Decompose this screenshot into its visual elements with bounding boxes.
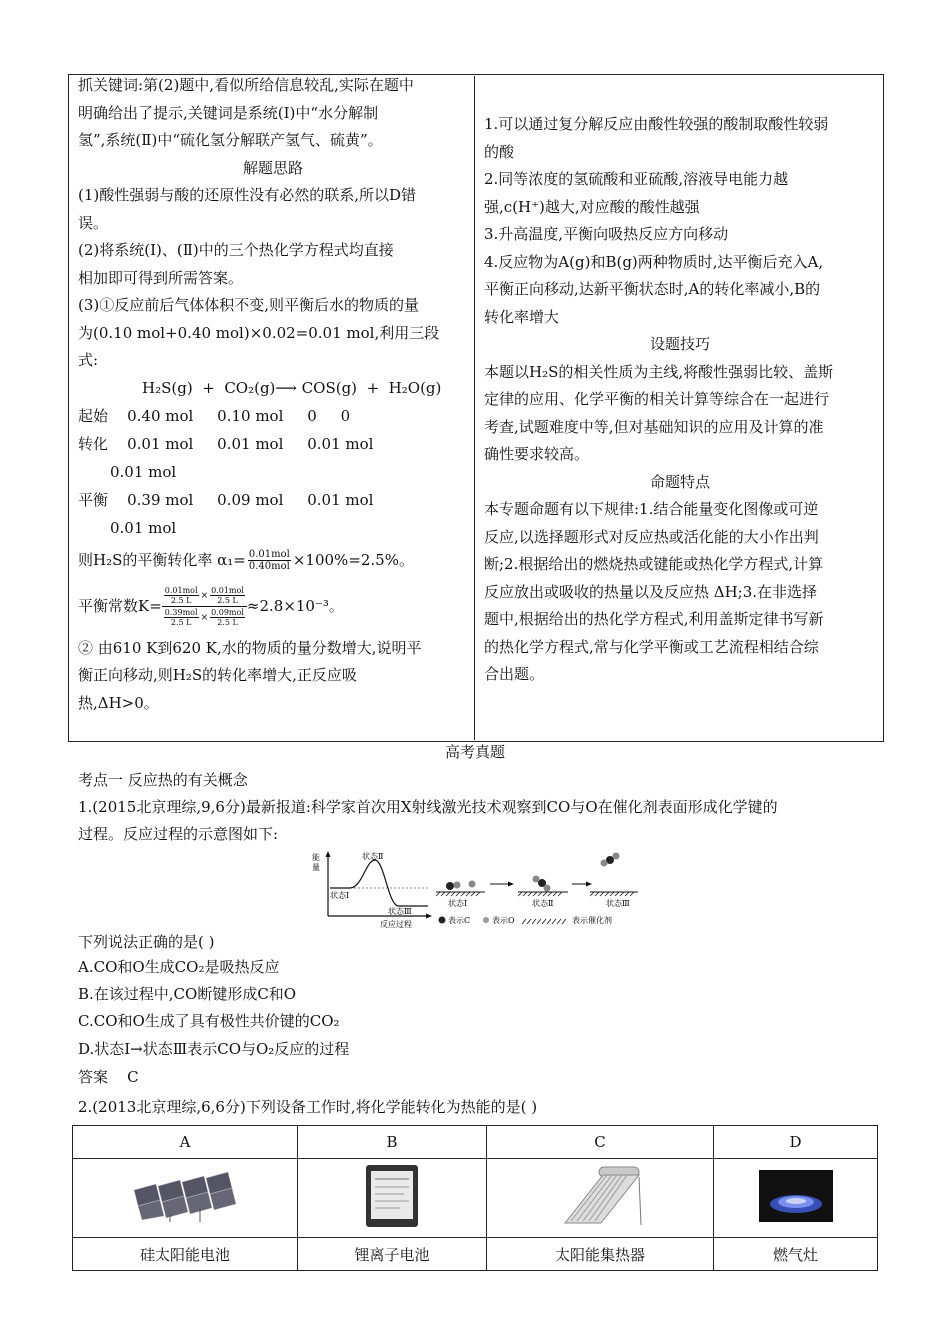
feature-line: 反应,以选择题形式对反应热或活化能的大小作出判: [484, 527, 819, 546]
conversion-suffix: ×100%=2.5%。: [292, 550, 414, 569]
solar-heater-image: [487, 1159, 714, 1238]
point-line: 转化率增大: [484, 307, 560, 326]
calc-row-change: [78, 431, 468, 459]
fraction-denominator: 0.40mol: [248, 561, 290, 572]
c-atom: [446, 882, 454, 890]
end-line: ② 由610 K到620 K,水的物质的量分数增大,说明平: [78, 638, 422, 657]
fig-x-label: 反应过程: [380, 920, 412, 929]
point-line: 平衡正向移动,达新平衡状态时,A的转化率减小,B的: [484, 280, 821, 298]
right-column: [484, 111, 876, 689]
skill-line: 考查,试题难度中等,但对基础知识的应用及计算的准: [484, 417, 824, 436]
y-label-1: 能: [312, 853, 320, 862]
text-line: 式:: [78, 351, 99, 369]
legend-o: 表示O: [492, 916, 515, 925]
point-line: 的酸: [484, 142, 515, 161]
feature-line: 断;2.根据给出的燃烧热或键能或热化学方程式,计算: [484, 555, 824, 573]
point-line: 3.升高温度,平衡向吸热反应方向移动: [484, 225, 729, 243]
device-table: [72, 1125, 878, 1271]
q1-answer: 答案 C: [78, 1068, 139, 1086]
point-line: 2.同等浓度的氢硫酸和亚硫酸,溶液导电能力越: [484, 170, 789, 188]
intro-line: 明确给出了提示,关键词是系统(Ⅰ)中“水分解制: [78, 103, 379, 122]
point-line: 4.反应物为A(g)和B(g)两种物质时,达平衡后充入A,: [484, 252, 824, 271]
intro-line: 氢”,系统(Ⅱ)中“硫化氢分解联产氢气、硫黄”。: [78, 131, 383, 149]
end-line: 衡正向移动,则H₂S的转化率增大,正反应吸: [78, 666, 357, 684]
label-c: 太阳能集热器: [487, 1238, 714, 1271]
arrowhead-1: [508, 882, 514, 887]
k-numerator: $\frac{\text{0.01mol}}{2.5 L}$ × $\frac{\text{0.01mol}}{2.5 L}$: [162, 586, 247, 607]
end-line: 热,ΔH>0。: [78, 693, 159, 712]
q1-option-c: C.CO和O生成了具有极性共价键的CO₂: [78, 1012, 340, 1030]
k-frac1-num: 0.01mol: [164, 586, 198, 595]
q1-option-d: D.状态Ⅰ→状态Ⅲ表示CO与O₂反应的过程: [78, 1040, 350, 1058]
li-battery-image: [298, 1159, 487, 1238]
solar-heater-icon: [555, 1163, 645, 1229]
conversion-line: [78, 543, 468, 579]
k-frac2-num: 0.39mol: [164, 608, 198, 617]
text-line: 误。: [78, 213, 109, 232]
state-illustrations: [436, 853, 638, 909]
point-line: 强,c(H⁺)越大,对应酸的酸性越强: [484, 197, 700, 216]
solar-panel-image: [73, 1159, 298, 1238]
label-a: 硅太阳能电池: [73, 1238, 298, 1271]
q1-line: 过程。反应过程的示意图如下:: [78, 825, 279, 843]
header-d: D: [714, 1126, 878, 1159]
k-frac1b-den: 2.5 L: [217, 596, 238, 605]
q1-prompt: 下列说法正确的是( ): [78, 933, 215, 951]
row-extra: 0.01 mol: [110, 518, 177, 537]
legend-c: 表示C: [448, 916, 471, 925]
x-arrow: [426, 914, 432, 919]
text-line: (1)酸性强弱与酸的还原性没有必然的联系,所以D错: [78, 186, 417, 204]
text-line: (2)将系统(Ⅰ)、(Ⅱ)中的三个热化学方程式均直接: [78, 241, 394, 259]
row-values: 0.39 mol 0.09 mol 0.01 mol: [127, 490, 374, 509]
intro-line: 抓关键词:第(2)题中,看似所给信息较乱,实际在题中: [78, 76, 414, 94]
k-denominator: $\frac{\text{0.39mol}}{2.5 L}$ × $\frac{\text{0.09mol}}{2.5 L}$: [164, 608, 244, 627]
catalyst-hatch-2: [518, 892, 562, 896]
label-d: 燃气灶: [714, 1238, 878, 1271]
gas-stove-image: [714, 1159, 878, 1238]
calc-row-eq: [78, 487, 468, 515]
section-title: 高考真题: [444, 743, 505, 761]
calc-row-start: [78, 403, 468, 431]
y-arrow: [326, 851, 331, 857]
feature-line: 合出题。: [484, 665, 545, 683]
solar-panel-icon: [130, 1170, 240, 1222]
catalyst-hatch-3: [590, 892, 634, 896]
k-frac2: [164, 608, 199, 627]
left-column: [78, 72, 468, 717]
catalyst-hatch-1: [436, 892, 480, 896]
o-atom: [544, 885, 551, 892]
heading-feature: 命题特点: [649, 472, 710, 491]
ill-state3: 状态Ⅲ: [606, 899, 630, 908]
feature-line: 的热化学方程式,常与化学平衡或工艺流程相结合综: [484, 637, 819, 656]
ill-state1: 状态Ⅰ: [448, 899, 468, 908]
text-line: 相加即可得到所需答案。: [78, 268, 244, 287]
header-c: C: [487, 1126, 714, 1159]
k-prefix: 平衡常数K=: [78, 596, 162, 615]
text-line: (3)①反应前后气体体积不变,则平衡后水的物质的量: [78, 296, 420, 314]
k-frac3-den: 2.5 L: [217, 618, 238, 627]
header-b: B: [298, 1126, 487, 1159]
feature-line: 题中,根据给出的热化学方程式,利用盖斯定律书写新: [484, 610, 824, 628]
row-values: 0.40 mol 0.10 mol 0 0: [127, 406, 351, 425]
fig-state1: 状态Ⅰ: [330, 891, 350, 900]
fraction-numerator: 0.01mol: [248, 549, 290, 560]
o-atom: [469, 881, 476, 888]
q1-line: 1.(2015北京理综,9,6分)最新报道:科学家首次用X射线激光技术观察到CO与O在催化剂表面形成化学键的: [78, 798, 778, 816]
feature-line: 本专题命题有以下规律:1.结合能量变化图像或可逆: [484, 500, 819, 518]
legend-cat: 表示催化剂: [572, 916, 612, 925]
q1-option-b: B.在该过程中,CO断键形成C和O: [78, 985, 297, 1003]
fig-state2: 状态Ⅱ: [362, 852, 384, 861]
k-frac1b-num: 0.01mol: [211, 586, 244, 595]
k-line: [78, 579, 468, 635]
battery-icon: [364, 1163, 420, 1229]
o-atom: [533, 876, 540, 883]
k-frac1-den: 2.5 L: [170, 596, 192, 605]
skill-line: 确性要求较高。: [484, 445, 590, 463]
row-label: 平衡: [78, 490, 109, 509]
y-label-2: 量: [312, 863, 320, 872]
row-values: 0.01 mol 0.01 mol 0.01 mol: [127, 434, 374, 453]
legend-cat-hatch: [522, 919, 566, 924]
row-extra: 0.01 mol: [110, 462, 177, 481]
heading-solution: 解题思路: [242, 158, 303, 177]
k-frac1b: [210, 586, 245, 605]
column-divider: [474, 76, 475, 740]
header-a: A: [73, 1126, 298, 1159]
row-label: 起始: [78, 406, 109, 425]
ill-state2: 状态Ⅱ: [532, 899, 554, 908]
skill-line: 定律的应用、化学平衡的相关计算等综合在一起进行: [484, 390, 830, 408]
conversion-fraction: [248, 549, 291, 572]
o-atom: [454, 882, 461, 889]
k-suffix: ≈2.8×10⁻³。: [246, 596, 344, 615]
row-label: 转化: [78, 434, 109, 453]
text-line: 为(0.10 mol+0.40 mol)×0.02=0.01 mol,利用三段: [78, 323, 440, 342]
reaction-figure: [310, 848, 640, 930]
fig-state3: 状态Ⅲ: [388, 907, 412, 916]
point-line: 1.可以通过复分解反应由酸性较强的酸制取酸性较弱: [484, 115, 829, 133]
label-b: 锂离子电池: [298, 1238, 487, 1271]
o-atom: [601, 860, 608, 867]
conversion-prefix: 则H₂S的平衡转化率 α₁=: [78, 550, 246, 569]
k-frac2-den: 2.5 L: [170, 618, 192, 627]
flame-icon: [759, 1170, 833, 1222]
k-fraction: [162, 586, 247, 627]
equation: H₂S(g) + CO₂(g)⟶ COS(g) + H₂O(g): [142, 378, 442, 397]
arrowhead-2: [586, 882, 592, 887]
legend-c-dot: [439, 917, 446, 924]
skill-line: 本题以H₂S的相关性质为主线,将酸性强弱比较、盖斯: [484, 362, 834, 381]
o-atom: [613, 853, 620, 860]
k-frac1: [164, 586, 199, 605]
k-frac3: [210, 608, 245, 627]
kaodian-heading: 考点一 反应热的有关概念: [78, 771, 248, 789]
heading-skill: 设题技巧: [649, 335, 710, 353]
k-frac3-num: 0.09mol: [211, 608, 244, 617]
q2-stem: 2.(2013北京理综,6,6分)下列设备工作时,将化学能转化为热能的是( ): [78, 1098, 538, 1116]
feature-line: 反应放出或吸收的热量以及反应热 ΔH;3.在非选择: [484, 582, 818, 601]
legend-o-dot: [483, 917, 489, 923]
q1-option-a: A.CO和O生成CO₂是吸热反应: [78, 958, 280, 976]
